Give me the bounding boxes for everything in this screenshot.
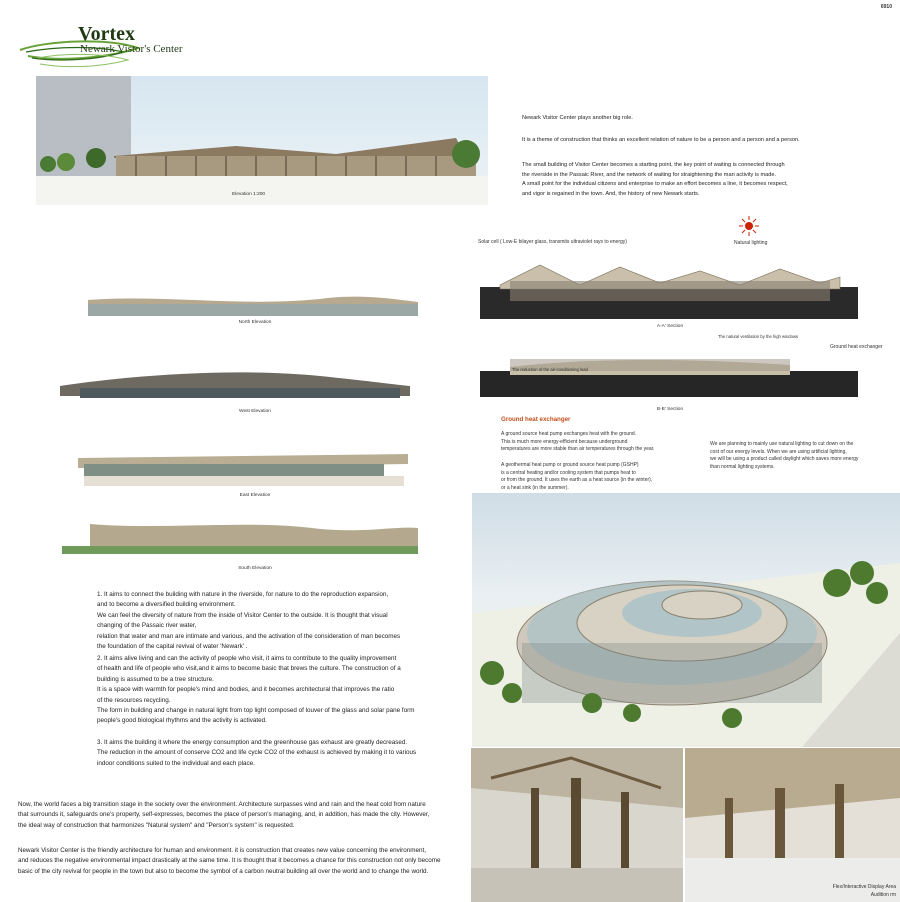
reduction-label: The reduction of the air-conditioning load xyxy=(512,367,588,372)
section-aa-caption: A-A' Section xyxy=(656,324,684,329)
south-elevation-caption: South Elevation xyxy=(238,566,272,571)
ground-heat-p1: A ground source heat pump exchanges heat with the ground. This is much more energy-efficient because underground temperatures are more stable than air temperatures through the year. xyxy=(501,431,655,453)
title-block xyxy=(18,22,198,72)
section-aa xyxy=(480,255,858,319)
interior-render-right xyxy=(685,748,900,902)
east-elevation-caption: East Elevation xyxy=(239,493,271,498)
west-elevation-caption: West Elevation xyxy=(239,409,271,414)
title: Vortex xyxy=(78,23,136,45)
closing-p2: Newark Visitor Center is the friendly architecture for human and environment. it is construction that creates new value concerning the environment, and reduces the negative environmental impact drastically at the same time. It is thought that it becomes a chance for this construction not only become basic of the city revival for people in the town but also to become the symbol of a carbon neutral building all over the world and to change the world. xyxy=(18,847,441,875)
solar-cell-label: Solar cell ( Low-E bilayer glass, transmits ultraviolet rays to energy) xyxy=(478,239,627,245)
north-elevation xyxy=(88,290,418,318)
west-elevation xyxy=(60,368,410,402)
concept-p1: 1. It aims to connect the building with nature in the riverside, for nature to do the reproduction expansion, and to become a diversified building environment. We can feel the diversity of nature from the inside of Visitor Center to the outside. It is thought that visual changing of the Passaic river water, relation that water and man are intimate and various, and the activation of the consideration of man becomes the foundation of the capital revival of water 'Newark' . xyxy=(97,591,401,651)
elevation-render-drawing xyxy=(36,76,488,205)
elevation-render xyxy=(36,76,488,205)
ventilation-label: The natural ventilation by the high windows xyxy=(718,334,799,339)
sun-icon xyxy=(739,216,759,236)
interior-caption-1: Flex/Interactive Display Area xyxy=(832,884,896,890)
ground-heat-heading: Ground heat exchanger xyxy=(501,416,571,423)
subtitle: Newark Vistor's Center xyxy=(80,43,183,55)
concept-p2: 2. It aims alive living and can the activity of people who visit, it aims to contribute to the quality improvement of health and life of people who visit,and it aims to become basic that brews the culture. The construction of a building is assumed to be a tree structure. It is a space with warmth for people's mind and bodies, and it becomes architectural that improves the ratio of the resources recycling. The form in building and change in natural light from top light composed of louver of the glass and solar pane form people's good biological rhythms and the activity is activated. xyxy=(97,655,415,725)
ground-exchanger-label: Ground heat exchanger xyxy=(830,344,883,350)
intro-p3: The small building of Visitor Center becomes a starting point, the key point of waiting is connected through the riverside in the Passaic River, and the network of waiting for straightening the man activity is made. A small point for the individual citizens and enterprise to make an effort becomes a line, it becomes respect, and vigor is regained in the town. And, the history of new Newark starts. xyxy=(522,162,788,197)
intro-p1: Newark Visitor Center plays another big role. xyxy=(522,115,633,121)
ground-heat-p2: A geothermal heat pump or ground source heat pump (GSHP) is a central heating and/or cooling system that pumps heat to or from the ground. It uses the earth as a heat source (in the winter), or a heat sink (in the summer). xyxy=(501,462,653,491)
interior-caption-2: Audition rm xyxy=(870,892,896,898)
south-elevation xyxy=(62,520,418,556)
sheet-number: 6910 xyxy=(880,4,892,10)
concept-p3: 3. It aims the building it where the energy consumption and the greenhouse gas exhaust are greatly decreased. The reduction in the amount of conserve CO2 and life cycle CO2 of the exhaust is achieved by making it to various indoor conditions suited to the individual and each place. xyxy=(97,739,417,767)
intro-p2: It is a theme of construction that thinks an excellent relation of nature to be a person and a person and a person. xyxy=(522,137,800,143)
interior-render-left xyxy=(471,748,683,902)
east-elevation xyxy=(78,450,408,490)
section-bb-caption: B-B' Section xyxy=(656,407,684,412)
lighting-text: We are planning to mainly use natural lighting to cut down on the cost of our energy levels. When we are using artificial lighting, we will be using a product called daylight which saves more energy than normal lighting systems. xyxy=(710,441,859,470)
closing-p1: Now, the world faces a big transition stage in the society over the environment. Architecture surpasses wind and rain and the heat cold from nature that surrounds it, safeguards one's property, self-expresses, becomes the place of person's managing, and, in addition, has made the city. However, the ideal way of construction that harmonizes "Natural system" and "Person's system" is requested. xyxy=(18,801,430,829)
elevation-caption: Elevation 1:200 xyxy=(232,192,266,197)
natural-lighting-label: Natural lighting xyxy=(734,240,768,246)
north-elevation-caption: North Elevation xyxy=(238,320,272,325)
aerial-perspective xyxy=(472,493,900,747)
